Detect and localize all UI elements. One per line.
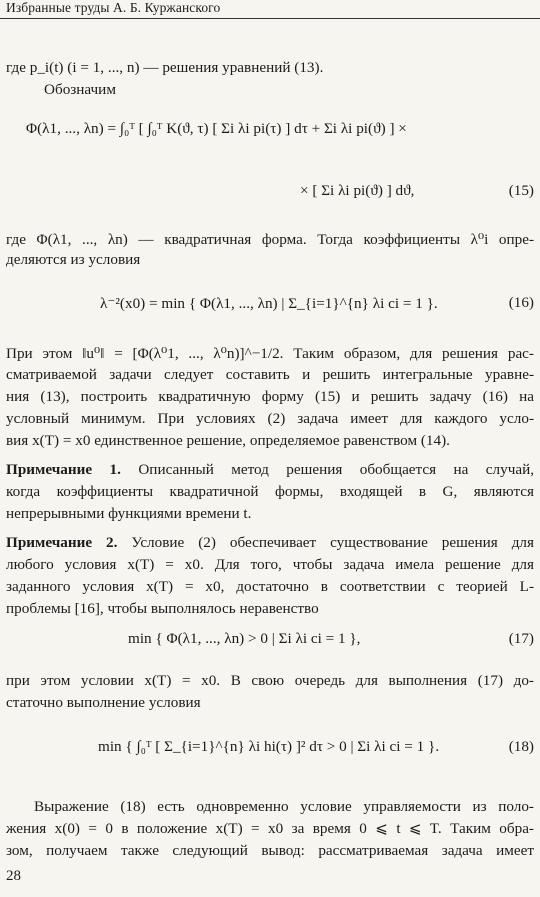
equation-number: (15) (508, 182, 534, 199)
text-line: где p_i(t) (i = 1, ..., n) — решения уравнений (13). (6, 59, 324, 76)
text-line: статочно выполнение условия (6, 694, 201, 711)
equation-16: λ⁻²(x0) = min { Φ(λ1, ..., λn) | Σ_{i=1}^{n} λi ci = 1 }. (100, 295, 438, 312)
text-line: при этом условии x(T) = x0. В свою очередь для выполнения (17) до- (6, 672, 534, 689)
equation-18: min { ∫₀ᵀ [ Σ_{i=1}^{n} λi hi(τ) ]² dτ > 0 | Σi λi ci = 1 }. (98, 738, 440, 755)
text-line: жения x(0) = 0 в положение x(T) = x0 за время 0 ⩽ t ⩽ T. Таким обра- (6, 820, 534, 837)
equation-number: (17) (508, 630, 534, 647)
text-line: проблемы [16], чтобы выполнялось неравенство (6, 600, 319, 617)
text-line: Обозначим (44, 81, 116, 98)
note-1-text: Описанный метод решения обобщается на случай, (138, 461, 535, 478)
equation-15-line-1: Φ(λ1, ..., λn) = ∫₀ᵀ [ ∫₀ᵀ K(ϑ, τ) [ Σi λi pi(τ) ] dτ + Σi λi pi(ϑ) ] × (26, 120, 407, 137)
text-line: любого условия x(T) = x0. Для того, чтобы задача имела решение для (6, 556, 534, 573)
text-line: где Φ(λ1, ..., λn) — квадратичная форма. Тогда коэффициенты λ⁰i опре- (6, 231, 534, 248)
text-line: сматриваемой задачи следует составить и решить интегральные уравне- (6, 366, 534, 383)
page-number: 28 (6, 868, 21, 884)
text-line: деляются из условия (6, 251, 141, 268)
note-1-line (6, 460, 534, 480)
text-line: вия x(T) = x0 единственное решение, определяемое равенством (14). (6, 432, 450, 449)
text-line: когда коэффициенты квадратичной формы, входящей в G, являются (6, 483, 534, 500)
text-line: заданного условия x(T) = x0, достаточно в соответствии с теорией L- (6, 578, 534, 595)
text-line: непрерывными функциями времени t. (6, 505, 252, 522)
note-2-line (6, 533, 534, 553)
note-1-label: Примечание 1. (6, 461, 121, 478)
text-line: условный минимум. При условиях (2) задача имеет для каждого усло- (6, 410, 534, 427)
equation-15-line-2: × [ Σi λi pi(ϑ) ] dϑ, (300, 182, 415, 199)
header-rule (0, 18, 540, 19)
note-2-text: Условие (2) обеспечивает существование решения для (131, 534, 534, 551)
text-line: При этом ‖u⁰‖ = [Φ(λ⁰1, ..., λ⁰n)]^−1/2. Таким образом, для решения рас- (6, 345, 534, 362)
equation-number: (18) (508, 738, 534, 755)
text-line: ния (13), построить квадратичную форму (15) и решить задачу (16) на (6, 388, 534, 405)
equation-17: min { Φ(λ1, ..., λn) > 0 | Σi λi ci = 1 }, (128, 630, 361, 647)
running-head: Избранные труды А. Б. Куржанского (6, 0, 221, 15)
text-line: Выражение (18) есть одновременно условие управляемости из поло- (34, 798, 534, 815)
equation-number: (16) (508, 294, 534, 311)
text-line: зом, получаем также следующий вывод: рассматриваемая задача имеет (6, 842, 534, 859)
note-2-label: Примечание 2. (6, 534, 118, 551)
